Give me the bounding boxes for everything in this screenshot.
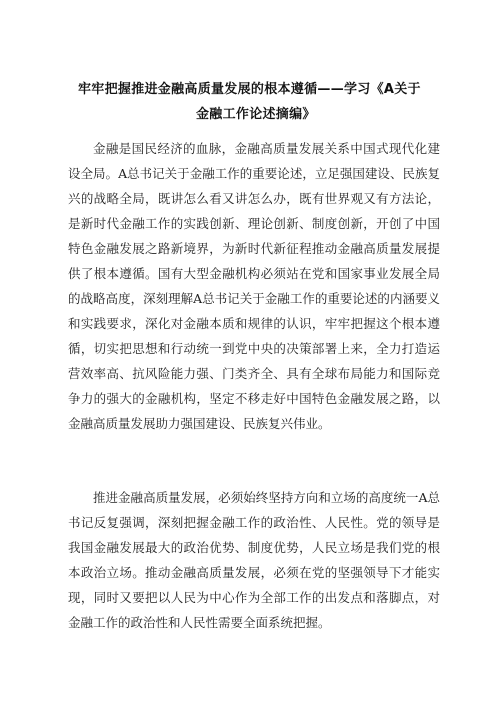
body-paragraph-2: 推进金融高质量发展，必须始终坚持方向和立场的高度统一A总书记反复强调，深刻把握金融工作的政治性、人民性。党的领导是我国金融发展最大的政治优势、制度优势，人民立场是我们党的根本政治立场。推动金融高质量发展，必须在党的坚强领导下才能实现，同时又要把以人民为中心作为全部工作的出发点和落脚点，对金融工作的政治性和人民性需要全面系统把握。 (68, 490, 440, 630)
paragraph-block-1 (68, 136, 440, 436)
document-title-line-2: 金融工作论述摘编》 (196, 107, 316, 122)
body-paragraph-1: 金融是国民经济的血脉，金融高质量发展关系中国式现代化建设全局。A总书记关于金融工作的重要论述，立足强国建设、民族复兴的战略全局，既讲怎么看又讲怎么办，既有世界观又有方法论，是新时代金融工作的实践创新、理论创新、制度创新，开创了中国特色金融发展之路新境界，为新时代新征程推动金融高质量发展提供了根本遵循。国有大型金融机构必须站在党和国家事业发展全局的战略高度，深刻理解A总书记关于金融工作的重要论述的内涵要义和实践要求，深化对金融本质和规律的认识，牢牢把握这个根本遵循，切实把思想和行动统一到党中央的决策部署上来，全力打造运营效率高、抗风险能力强、门类齐全、具有全球布局能力和国际竞争力的强大的金融机构，坚定不移走好中国特色金融发展之路，以金融高质量发展助力强国建设、民族复兴伟业。 (68, 141, 440, 431)
paragraph-block-2 (68, 485, 440, 635)
document-title-line-1: 牢牢把握推进金融高质量发展的根本遵循——学习《A关于 (78, 82, 421, 97)
